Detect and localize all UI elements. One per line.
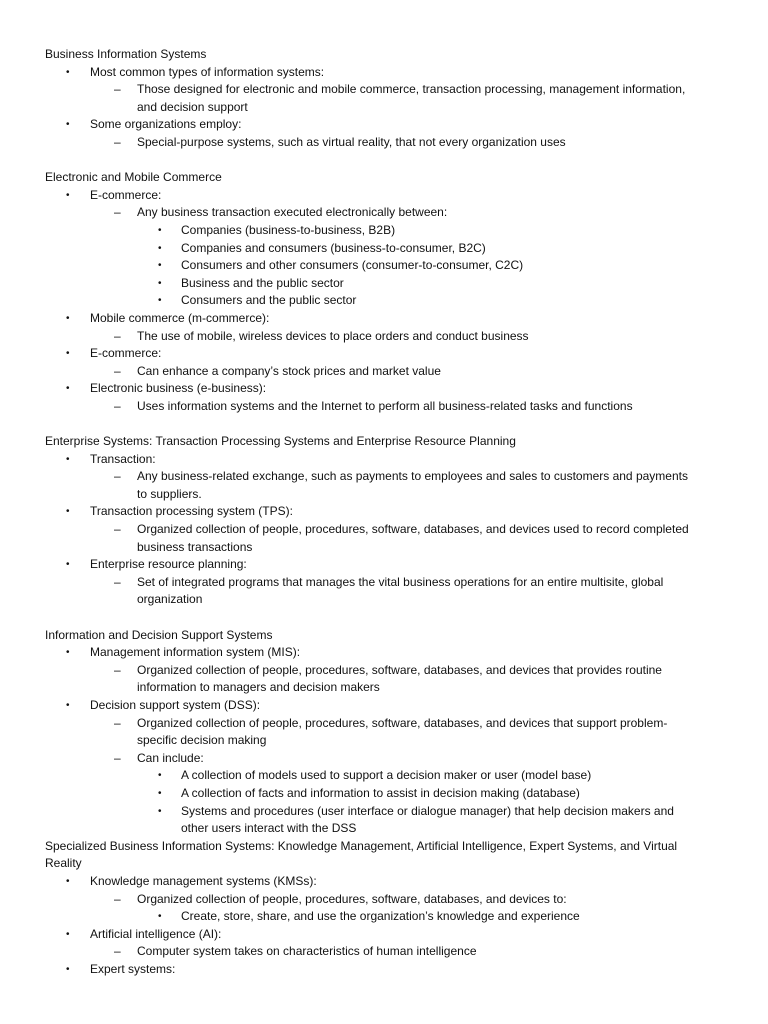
list-item-level-2 xyxy=(0,204,768,222)
list-item-text: Decision support system (DSS): xyxy=(90,697,261,712)
list-item-text: other users interact with the DSS xyxy=(181,821,357,836)
list-item-text: Can include: xyxy=(137,750,204,765)
section xyxy=(0,46,768,169)
dash-marker: – xyxy=(114,82,121,97)
list-item-level-2 xyxy=(0,468,768,486)
list-item-level-2 xyxy=(0,398,768,416)
list-item-level-1 xyxy=(0,873,768,891)
list-item-level-3 xyxy=(0,908,768,926)
list-item-text: Organized collection of people, procedures, software, databases, and devices used to record completed xyxy=(137,522,689,537)
list-item-text: Expert systems: xyxy=(90,961,176,976)
dash-marker: – xyxy=(114,750,121,765)
list-item-level-1 xyxy=(0,64,768,82)
list-item-text: information to managers and decision makers xyxy=(137,680,380,695)
bullet-marker: • xyxy=(66,119,70,131)
bullet-marker: • xyxy=(66,963,70,975)
bullet-marker: • xyxy=(66,928,70,940)
list-item-text: Can enhance a company’s stock prices and market value xyxy=(137,363,441,378)
list-item-level-3 xyxy=(0,257,768,275)
bullet-marker: • xyxy=(66,559,70,571)
dash-marker: – xyxy=(114,944,121,959)
list-item-level-2 xyxy=(0,891,768,909)
list-item-level-2 xyxy=(0,81,768,99)
list-item-text: to suppliers. xyxy=(137,486,202,501)
bullet-marker: • xyxy=(66,875,70,887)
list-item-text: specific decision making xyxy=(137,733,267,748)
list-item-level-3 xyxy=(0,292,768,310)
bullet-marker: • xyxy=(66,383,70,395)
list-item-level-1 xyxy=(0,451,768,469)
list-item-text: Knowledge management systems (KMSs): xyxy=(90,873,317,888)
list-item-text: Artificial intelligence (AI): xyxy=(90,926,222,941)
list-item-text: A collection of models used to support a decision maker or user (model base) xyxy=(181,768,592,783)
list-item-text: Enterprise resource planning: xyxy=(90,557,247,572)
bullet-marker: • xyxy=(158,770,162,782)
list-item-text: Transaction: xyxy=(90,451,156,466)
list-item-text: Management information system (MIS): xyxy=(90,645,301,660)
bullet-marker: • xyxy=(158,787,162,799)
dash-marker: – xyxy=(114,363,121,378)
list-item-text: business transactions xyxy=(137,539,253,554)
list-item-text: Most common types of information systems: xyxy=(90,64,325,79)
list-item-level-1 xyxy=(0,345,768,363)
list-item-level-1 xyxy=(0,926,768,944)
list-item-level-1 xyxy=(0,116,768,134)
dash-marker: – xyxy=(114,662,121,677)
list-item-level-1 xyxy=(0,644,768,662)
list-item-level-1 xyxy=(0,556,768,574)
list-item-level-2 xyxy=(0,715,768,733)
section-heading: Business Information Systems xyxy=(45,47,207,61)
list-item-text: E-commerce: xyxy=(90,346,162,361)
dash-marker: – xyxy=(114,134,121,149)
list-item-text: Organized collection of people, procedures, software, databases, and devices to: xyxy=(137,891,567,906)
bullet-marker: • xyxy=(158,224,162,236)
list-item-text: Computer system takes on characteristics of human intelligence xyxy=(137,944,477,959)
list-item-text: Create, store, share, and use the organization’s knowledge and experience xyxy=(181,909,580,924)
list-item-level-2 xyxy=(0,134,768,152)
list-item-text: Electronic business (e-business): xyxy=(90,381,267,396)
section xyxy=(0,433,768,627)
bullet-marker: • xyxy=(66,66,70,78)
bullet-marker: • xyxy=(66,506,70,518)
section-spacer xyxy=(0,609,768,627)
section-heading: Reality xyxy=(45,856,82,871)
list-item-level-2 xyxy=(0,943,768,961)
list-item-text: Uses information systems and the Internet to perform all business-related tasks and functions xyxy=(137,398,633,413)
dash-marker: – xyxy=(114,469,121,484)
list-item-level-2 xyxy=(0,679,768,697)
bullet-marker: • xyxy=(66,312,70,324)
list-item-text: Transaction processing system (TPS): xyxy=(90,504,293,519)
section-heading: Enterprise Systems: Transaction Processing Systems and Enterprise Resource Planning xyxy=(45,434,516,449)
bullet-marker: • xyxy=(66,453,70,465)
list-item-text: E-commerce: xyxy=(90,187,162,202)
section-spacer xyxy=(0,415,768,433)
list-item-text: Mobile commerce (m-commerce): xyxy=(90,310,270,325)
list-item-text: Special-purpose systems, such as virtual reality, that not every organization uses xyxy=(137,134,566,149)
list-item-text: Organized collection of people, procedures, software, databases, and devices that support problem- xyxy=(137,715,668,730)
dash-marker: – xyxy=(114,574,121,589)
bullet-marker: • xyxy=(158,295,162,307)
list-item-text: Any business transaction executed electronically between: xyxy=(137,205,448,220)
bullet-marker: • xyxy=(158,260,162,272)
section-heading: Specialized Business Information Systems: Knowledge Management, Artificial Intelligence, Expert Systems, and Virtual xyxy=(45,838,678,853)
bullet-marker: • xyxy=(66,348,70,360)
list-item-level-3 xyxy=(0,222,768,240)
section-spacer xyxy=(0,152,768,170)
dash-marker: – xyxy=(114,328,121,343)
list-item-text: and decision support xyxy=(137,99,248,114)
list-item-text: Business and the public sector xyxy=(181,275,344,290)
dash-marker: – xyxy=(114,398,121,413)
list-item-text: Organized collection of people, procedures, software, databases, and devices that provides routine xyxy=(137,662,662,677)
dash-marker: – xyxy=(114,715,121,730)
section xyxy=(0,169,768,433)
bullet-marker: • xyxy=(158,242,162,254)
bullet-marker: • xyxy=(158,277,162,289)
list-item-text: Some organizations employ: xyxy=(90,117,242,132)
list-item-level-3 xyxy=(0,785,768,803)
list-item-text: Those designed for electronic and mobile commerce, transaction processing, management information, xyxy=(137,82,686,97)
list-item-level-1 xyxy=(0,961,768,979)
section-heading: Information and Decision Support Systems xyxy=(45,627,273,642)
list-item-text: A collection of facts and information to assist in decision making (database) xyxy=(181,785,580,800)
list-item-level-2 xyxy=(0,328,768,346)
dash-marker: – xyxy=(114,891,121,906)
bullet-marker: • xyxy=(66,699,70,711)
bullet-marker: • xyxy=(66,647,70,659)
list-item-level-2 xyxy=(0,662,768,680)
list-item-text: Any business-related exchange, such as payments to employees and sales to customers and payments xyxy=(137,469,688,484)
list-item-level-2 xyxy=(0,732,768,750)
section xyxy=(0,838,768,979)
bullet-marker: • xyxy=(158,805,162,817)
section-heading: Electronic and Mobile Commerce xyxy=(45,170,222,185)
list-item-level-2 xyxy=(0,486,768,504)
list-item-level-2 xyxy=(0,363,768,381)
list-item-text: Consumers and other consumers (consumer-to-consumer, C2C) xyxy=(181,258,524,273)
dash-marker: – xyxy=(114,522,121,537)
list-item-level-1 xyxy=(0,503,768,521)
list-item-text: Consumers and the public sector xyxy=(181,293,357,308)
list-item-level-2 xyxy=(0,574,768,592)
list-item-level-2 xyxy=(0,521,768,539)
list-item-level-1 xyxy=(0,697,768,715)
document-page xyxy=(0,46,768,978)
list-item-level-1 xyxy=(0,187,768,205)
list-item-text: Set of integrated programs that manages the vital business operations for an entire multisite, global xyxy=(137,574,664,589)
list-item-text: Companies (business-to-business, B2B) xyxy=(181,222,396,237)
bullet-marker: • xyxy=(66,189,70,201)
list-item-level-3 xyxy=(0,275,768,293)
list-item-level-2 xyxy=(0,591,768,609)
list-item-level-2 xyxy=(0,750,768,768)
list-item-level-2 xyxy=(0,539,768,557)
list-item-text: The use of mobile, wireless devices to place orders and conduct business xyxy=(137,328,529,343)
dash-marker: – xyxy=(114,205,121,220)
list-item-level-3 xyxy=(0,767,768,785)
list-item-level-3 xyxy=(0,240,768,258)
list-item-level-2 xyxy=(0,99,768,117)
list-item-level-1 xyxy=(0,380,768,398)
section xyxy=(0,627,768,838)
bullet-marker: • xyxy=(158,911,162,923)
list-item-level-3 xyxy=(0,820,768,838)
list-item-text: Companies and consumers (business-to-consumer, B2C) xyxy=(181,240,486,255)
list-item-text: organization xyxy=(137,592,203,607)
list-item-level-3 xyxy=(0,803,768,821)
list-item-level-1 xyxy=(0,310,768,328)
list-item-text: Systems and procedures (user interface or dialogue manager) that help decision makers and xyxy=(181,803,674,818)
